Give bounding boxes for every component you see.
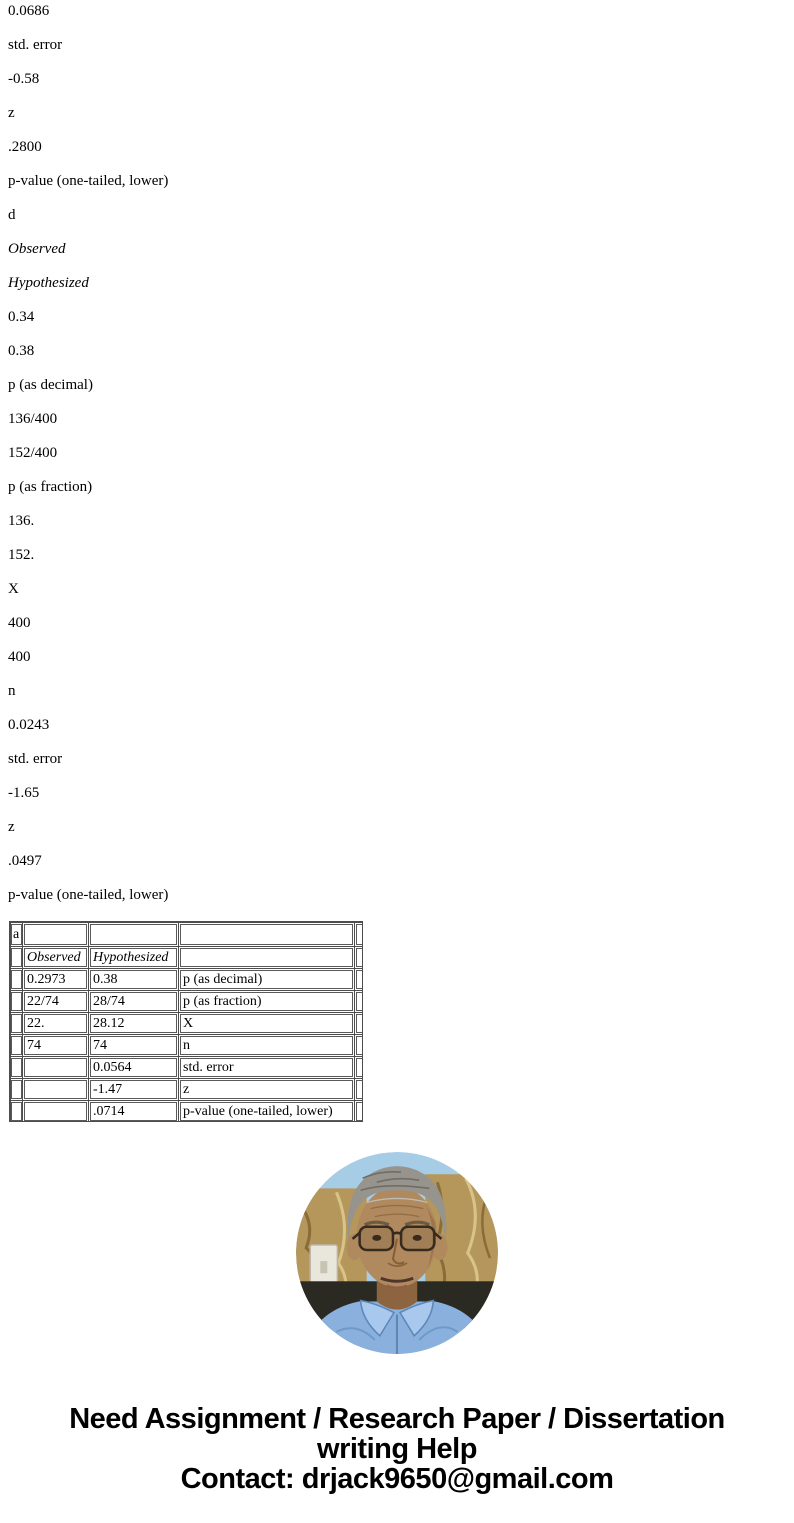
table-cell — [356, 992, 363, 1011]
glasses-bridge — [393, 1233, 401, 1234]
table-row — [11, 1057, 364, 1079]
paragraph: p (as fraction) — [8, 479, 93, 495]
table-cell: 0.2973 — [24, 970, 87, 989]
table-cell — [180, 948, 353, 967]
table-cell — [11, 1014, 22, 1033]
table-cell — [11, 1102, 22, 1121]
table-cell — [356, 1080, 363, 1099]
table-cell — [11, 1036, 22, 1055]
table-row — [11, 1079, 364, 1101]
tutor-avatar-illustration — [296, 1152, 498, 1354]
table-cell: 74 — [90, 1036, 177, 1055]
paragraph: p-value (one-tailed, lower) — [8, 887, 169, 903]
table-cell: std. error — [180, 1058, 353, 1077]
paragraph: Hypothesized — [8, 275, 89, 291]
eye-right — [413, 1235, 422, 1241]
table-cell — [356, 970, 363, 989]
table-cell: 74 — [24, 1036, 87, 1055]
eye-left — [372, 1235, 381, 1241]
table-cell: n — [180, 1036, 353, 1055]
paragraph: 152. — [8, 547, 35, 563]
table-cell: 0.38 — [90, 970, 177, 989]
footer-line-2: writing Help — [317, 1433, 477, 1465]
table-cell — [356, 1102, 363, 1121]
table-cell: 22. — [24, 1014, 87, 1033]
table-row — [11, 991, 364, 1013]
table-row — [11, 1013, 364, 1035]
paragraph: z — [8, 819, 15, 835]
paragraph: .2800 — [8, 139, 42, 155]
table-cell — [11, 1080, 22, 1099]
table-cell: -1.47 — [90, 1080, 177, 1099]
paragraph: n — [8, 683, 16, 699]
paragraph: p (as decimal) — [8, 377, 93, 393]
paragraph: Observed — [8, 241, 66, 257]
footer-banner — [8, 1404, 786, 1494]
table-cell: Observed — [24, 948, 87, 967]
table-cell: X — [180, 1014, 353, 1033]
table-cell: p-value (one-tailed, lower) — [180, 1102, 353, 1121]
paragraph: p-value (one-tailed, lower) — [8, 173, 169, 189]
table-cell: 28/74 — [90, 992, 177, 1011]
table-cell — [24, 1080, 87, 1099]
table-cell: 0.0564 — [90, 1058, 177, 1077]
table-row — [11, 947, 364, 969]
table-cell — [24, 1102, 87, 1121]
table-cell — [356, 924, 363, 945]
table-cell: p (as fraction) — [180, 992, 353, 1011]
paragraph: -0.58 — [8, 71, 40, 87]
stats-table — [10, 922, 363, 1122]
table-cell: 28.12 — [90, 1014, 177, 1033]
paragraph: std. error — [8, 751, 63, 767]
paragraph: std. error — [8, 37, 63, 53]
paragraph: 152/400 — [8, 445, 58, 461]
stats-table-wrapper — [9, 921, 363, 1122]
table-row — [11, 1035, 364, 1057]
paragraph: 136/400 — [8, 411, 58, 427]
paragraph: -1.65 — [8, 785, 40, 801]
table-cell: p (as decimal) — [180, 970, 353, 989]
table-cell — [180, 924, 353, 945]
footer-line-1: Need Assignment / Research Paper / Dissertation — [69, 1403, 725, 1435]
paragraph: X — [8, 581, 19, 597]
table-cell — [11, 970, 22, 989]
table-cell — [356, 1036, 363, 1055]
paragraph: 0.38 — [8, 343, 35, 359]
paragraph: .0497 — [8, 853, 42, 869]
table-cell: z — [180, 1080, 353, 1099]
table-cell: 22/74 — [24, 992, 87, 1011]
table-cell: .0714 — [90, 1102, 177, 1121]
table-cell — [356, 948, 363, 967]
paragraph: 0.34 — [8, 309, 35, 325]
footer-contact-email: Contact: drjack9650@gmail.com — [180, 1463, 614, 1495]
paragraph: 136. — [8, 513, 35, 529]
wall-switch — [320, 1261, 327, 1273]
table-cell — [11, 1058, 22, 1077]
table-cell — [24, 1058, 87, 1077]
table-cell — [356, 1014, 363, 1033]
paragraph: d — [8, 207, 16, 223]
tutor-avatar — [296, 1152, 498, 1354]
paragraph: 0.0243 — [8, 717, 50, 733]
paragraph: z — [8, 105, 15, 121]
table-cell — [90, 924, 177, 945]
table-cell — [11, 948, 22, 967]
table-cell: Hypothesized — [90, 948, 177, 967]
table-row — [11, 1101, 364, 1123]
table-cell — [11, 992, 22, 1011]
table-row — [11, 969, 364, 991]
paragraph: 0.0686 — [8, 3, 50, 19]
table-corner-cell: a — [11, 924, 22, 945]
paragraph: 400 — [8, 649, 31, 665]
table-cell — [24, 924, 87, 945]
paragraph: 400 — [8, 615, 31, 631]
table-cell — [356, 1058, 363, 1077]
avatar-container — [8, 1152, 786, 1354]
table-row — [11, 923, 364, 947]
